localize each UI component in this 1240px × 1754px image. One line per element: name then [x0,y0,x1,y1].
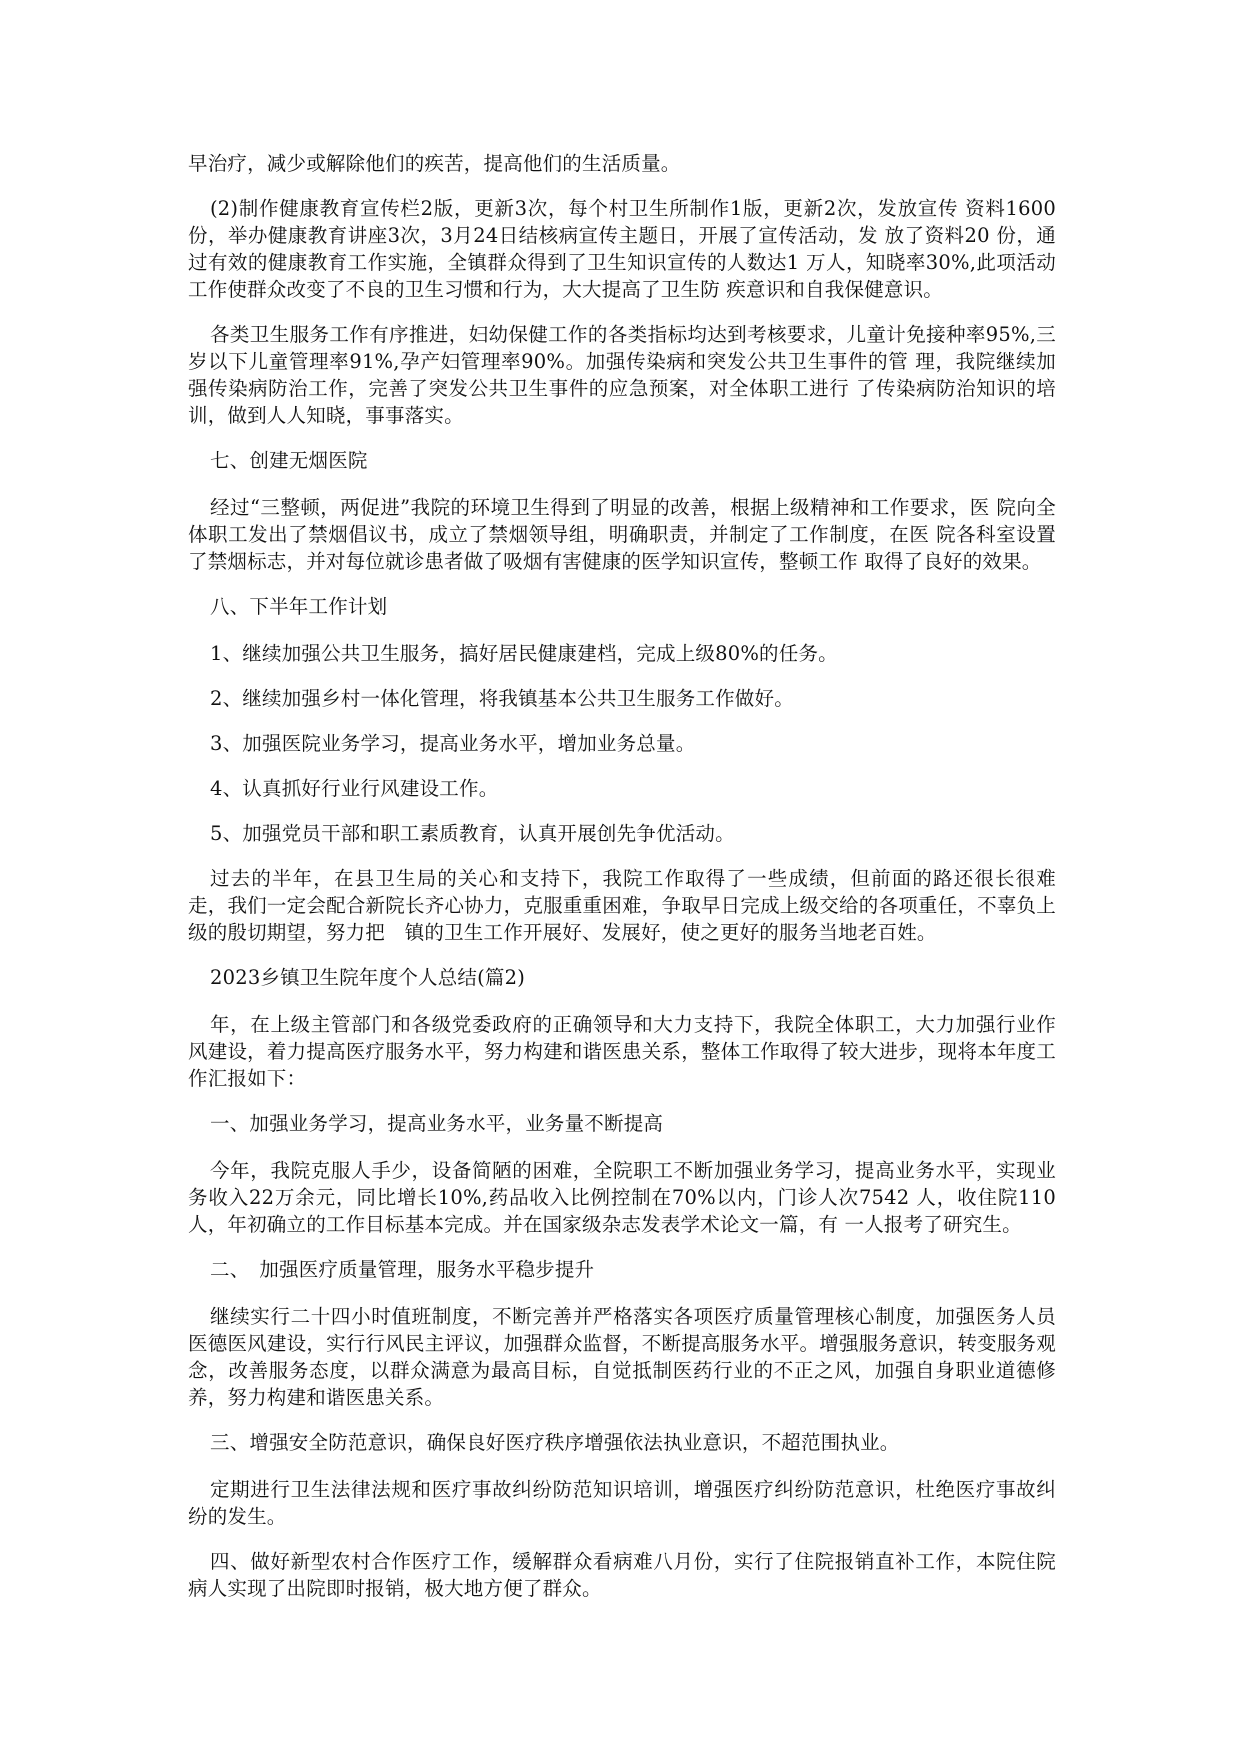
section-heading-2: 二、 加强医疗质量管理，服务水平稳步提升 [210,1258,595,1281]
paragraph-section-3: 定期进行卫生法律法规和医疗事故纠纷防范知识培训，增强医疗纠纷防范意识，杜绝医疗事故纠纷的发生。 [188,1478,1056,1528]
paragraph-intro-part-2: 年，在上级主管部门和各级党委政府的正确领导和大力支持下，我院全体职工，大力加强行业作风建设，着力提高医疗服务水平，努力构建和谐医患关系，整体工作取得了较大进步，现将本年度工作汇报如下： [188,1013,1056,1090]
section-heading-1: 一、加强业务学习，提高业务水平，业务量不断提高 [210,1112,664,1135]
section-heading-3: 三、增强安全防范意识，确保良好医疗秩序增强依法执业意识，不超范围执业。 [210,1431,900,1454]
paragraph-health-education: (2)制作健康教育宣传栏2版，更新3次，每个村卫生所制作1版，更新2次，发放宣传 资料1600份，举办健康教育讲座3次，3月24日结核病宣传主题日，开展了宣传活动，发 放了资料20 份，通过有效的健康教育工作实施，全镇群众得到了卫生知识宣传的人数达1 万人，知晓率30%,此项活动工作使群众改变了不良的卫生习惯和行为，大大提高了卫生防 疾意识和自我保健意识。 [188,197,1056,301]
plan-item-4: 4、认真抓好行业行风建设工作。 [210,777,499,800]
plan-item-5: 5、加强党员干部和职工素质教育，认真开展创先争优活动。 [210,822,735,845]
paragraph-no-smoking: 经过“三整顿，两促进”我院的环境卫生得到了明显的改善，根据上级精神和工作要求，医 院向全体职工发出了禁烟倡议书，成立了禁烟领导组，明确职责，并制定了工作制度，在医 院各科室设置了禁烟标志，并对每位就诊患者做了吸烟有害健康的医学知识宣传，整顿工作 取得了良好的效果。 [188,496,1056,573]
section-heading-plan: 八、下半年工作计划 [210,595,388,618]
paragraph-section-4: 四、做好新型农村合作医疗工作，缓解群众看病难八月份，实行了住院报销直补工作，本院住院病人实现了出院即时报销，极大地方便了群众。 [188,1550,1056,1600]
paragraph-continuation: 早治疗，减少或解除他们的疾苦，提高他们的生活质量。 [188,152,681,175]
paragraph-conclusion: 过去的半年，在县卫生局的关心和支持下，我院工作取得了一些成绩，但前面的路还很长很难走，我们一定会配合新院长齐心协力，克服重重困难，争取早日完成上级交给的各项重任，不辜负上级的殷切期望，努力把 镇的卫生工作开展好、发展好，使之更好的服务当地老百姓。 [188,867,1056,944]
plan-item-1: 1、继续加强公共卫生服务，搞好居民健康建档，完成上级80%的任务。 [210,642,838,665]
plan-item-3: 3、加强医院业务学习，提高业务水平，增加业务总量。 [210,732,696,755]
paragraph-section-2: 继续实行二十四小时值班制度，不断完善并严格落实各项医疗质量管理核心制度，加强医务人员医德医风建设，实行行风民主评议，加强群众监督，不断提高服务水平。增强服务意识，转变服务观念，改善服务态度，以群众满意为最高目标，自觉抵制医药行业的不正之风，加强自身职业道德修养，努力构建和谐医患关系。 [188,1305,1056,1409]
paragraph-section-1: 今年，我院克服人手少，设备简陋的困难，全院职工不断加强业务学习，提高业务水平，实现业务收入22万余元，同比增长10%,药品收入比例控制在70%以内，门诊人次7542 人，收住院110人，年初确立的工作目标基本完成。并在国家级杂志发表学术论文一篇，有 一人报考了研究生。 [188,1159,1056,1236]
article-title-part-2: 2023乡镇卫生院年度个人总结(篇2) [210,966,526,989]
section-heading-no-smoking: 七、创建无烟医院 [210,449,368,472]
paragraph-health-services: 各类卫生服务工作有序推进，妇幼保健工作的各类指标均达到考核要求，儿童计免接种率95%,三岁以下儿童管理率91%,孕产妇管理率90%。加强传染病和突发公共卫生事件的管 理，我院继续加强传染病防治工作，完善了突发公共卫生事件的应急预案，对全体职工进行 了传染病防治知识的培训，做到人人知晓，事事落实。 [188,323,1056,427]
plan-item-2: 2、继续加强乡村一体化管理，将我镇基本公共卫生服务工作做好。 [210,687,794,710]
document-page [188,150,1056,1620]
